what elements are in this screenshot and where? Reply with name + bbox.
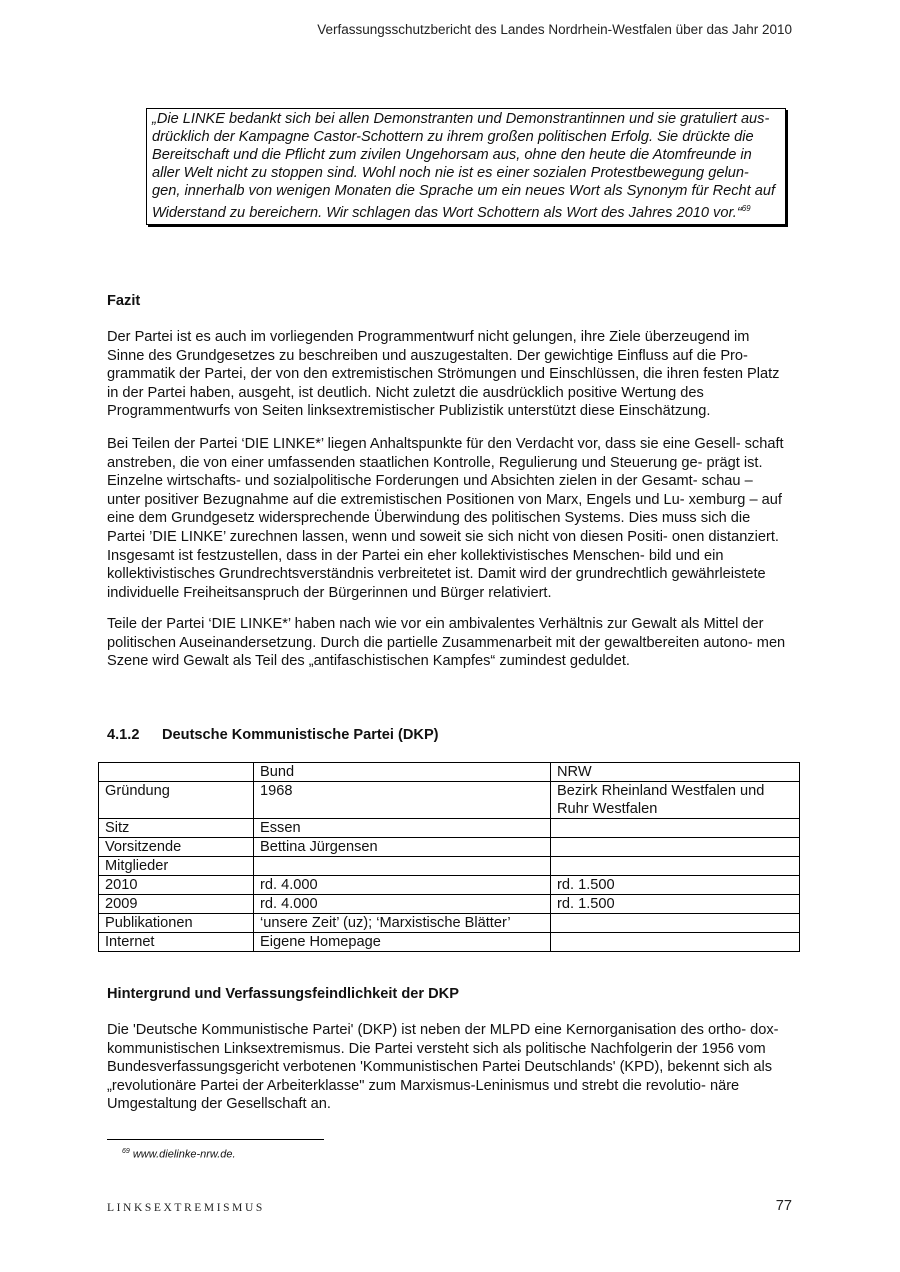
nrw-value <box>551 933 800 952</box>
row-label: Publikationen <box>99 914 254 933</box>
quote-text: „Die LINKE bedankt sich bei allen Demonstranten und Demonstrantinnen und sie gratuliert aus- drücklich der Kampagne Castor-Schottern zu ihrem großen politischen Erfolg. Sie drückte die Bereitschaft und die Pflicht zum zivilen Ungehorsam aus, ohne den heute die Atomfreunde in aller Welt nicht zu stoppen sind. Wohl noch nie ist es einer sozialen Protestbewegung gelun- gen, innerhalb von wenigen Monaten die Sprache um ein neues Wort als Synonym für Recht auf Widerstand zu bereichern. Wir schlagen das Wort Schottern als Wort des Jahres 2010 vor.“ <box>152 111 776 222</box>
table-header-cell <box>99 763 254 782</box>
nrw-value <box>551 914 800 933</box>
footnote-number: 69 <box>122 1148 130 1155</box>
nrw-value: Bezirk Rheinland Westfalen und Ruhr Westfalen <box>551 782 800 819</box>
section-number: 4.1.2 <box>107 727 140 743</box>
fazit-paragraph-1: Der Partei ist es auch im vorliegenden Programmentwurf nicht gelungen, ihre Ziele überzeugend im Sinne des Grundgesetzes zu beschreiben und auszugestalten. Der gewichtige Einfluss auf die Pro- grammatik der Partei, der von den extremistischen Strömungen und Einschlüssen, die ihren festen Platz in der Partei haben, ausgeht, ist deutlich. Nicht zuletzt die ausdrücklich positive Wertung des Programmentwurfs von Seiten linksextremistischer Publizistik unterstützt diese Einschätzung. <box>107 329 780 420</box>
row-label: Vorsitzende <box>99 838 254 857</box>
table-row <box>99 782 800 819</box>
table-header-row <box>99 763 800 782</box>
row-label: 2009 <box>99 895 254 914</box>
table-row <box>99 914 800 933</box>
page-number: 77 <box>775 1198 792 1214</box>
row-label: Gründung <box>99 782 254 819</box>
fazit-heading: Fazit <box>107 293 141 309</box>
bund-value: rd. 4.000 <box>254 876 551 895</box>
section-title: Deutsche Kommunistische Partei (DKP) <box>162 727 439 743</box>
row-label: 2010 <box>99 876 254 895</box>
row-label: Mitglieder <box>99 857 254 876</box>
hintergrund-paragraph: Die 'Deutsche Kommunistische Partei' (DKP) ist neben der MLPD eine Kernorganisation des ortho- dox-kommunistischen Linksextremismus. Die Partei versteht sich als politische Nachfolgerin der 1956 vom Bundesverfassungsgericht verbotenen 'Kommunistischen Partei Deutschlands' (KPD), bekennt sich als „revolutionäre Partei der Arbeiterklasse" zum Marxismus-Leninismus und strebt die revolutio- näre Umgestaltung der Gesellschaft an. <box>107 1022 779 1113</box>
table-header-cell: NRW <box>551 763 800 782</box>
table-row <box>99 933 800 952</box>
nrw-value <box>551 819 800 838</box>
row-label: Sitz <box>99 819 254 838</box>
row-label: Internet <box>99 933 254 952</box>
bund-value: Bettina Jürgensen <box>254 838 551 857</box>
footnote-reference[interactable]: 69 <box>741 204 751 214</box>
table-row <box>99 819 800 838</box>
table-row <box>99 838 800 857</box>
fazit-paragraph-2: Bei Teilen der Partei ‘DIE LINKE*’ liegen Anhaltspunkte für den Verdacht vor, dass sie eine Gesell- schaft anstreben, die von einer umfassenden staatlichen Kontrolle, Regulierung und Steuerung ge- prägt ist. Einzelne wirtschafts- und sozialpolitische Forderungen und Absichten zielen in der Gesamt- schau – unter positiver Bezugnahme auf die extremistischen Positionen von Marx, Engels und Lu- xemburg – auf eine dem Grundgesetz widersprechende Überwindung des politischen Systems. Dies muss sich die Partei ’DIE LINKE’ zurechnen lassen, wenn und soweit sie sich nicht von diesen Positi- onen distanziert. Insgesamt ist festzustellen, dass in der Partei ein eher kollektivistisches Menschen- bild und ein kollektivistisches Grundrechtsverständnis verbreitetet ist. Damit wird der grundrechtlich gewährleistete individuelle Freiheitsanspruch der Bürgerinnen und Bürger relativiert. <box>107 436 784 601</box>
bund-value: 1968 <box>254 782 551 819</box>
nrw-value: rd. 1.500 <box>551 895 800 914</box>
nrw-value: rd. 1.500 <box>551 876 800 895</box>
table-row <box>99 895 800 914</box>
bund-value <box>254 857 551 876</box>
fazit-paragraph-3: Teile der Partei ‘DIE LINKE*’ haben nach wie vor ein ambivalentes Verhältnis zur Gewalt als Mittel der politischen Auseinandersetzung. Durch die partielle Zusammenarbeit mit der gewaltbereiten autono- men Szene wird Gewalt als Teil des „antifaschistischen Kampfes“ zumindest geduldet. <box>107 616 786 670</box>
table-row <box>99 857 800 876</box>
footnote-text[interactable]: www.dielinke-nrw.de. <box>132 1148 236 1161</box>
hintergrund-heading: Hintergrund und Verfassungsfeindlichkeit der DKP <box>107 986 459 1002</box>
footnote <box>122 1148 236 1161</box>
nrw-value <box>551 838 800 857</box>
dkp-info-table <box>98 762 800 952</box>
quote-box <box>146 108 786 225</box>
table-row <box>99 876 800 895</box>
bund-value: Eigene Homepage <box>254 933 551 952</box>
section-heading <box>107 727 439 743</box>
table-header-cell: Bund <box>254 763 551 782</box>
bund-value: ‘unsere Zeit’ (uz); ‘Marxistische Blätter’ <box>254 914 551 933</box>
footer-section-label: LINKSEXTREMISMUS <box>107 1202 265 1214</box>
bund-value: rd. 4.000 <box>254 895 551 914</box>
running-header: Verfassungsschutzbericht des Landes Nordrhein-Westfalen über das Jahr 2010 <box>317 22 792 37</box>
nrw-value <box>551 857 800 876</box>
footnote-divider <box>107 1139 324 1140</box>
bund-value: Essen <box>254 819 551 838</box>
